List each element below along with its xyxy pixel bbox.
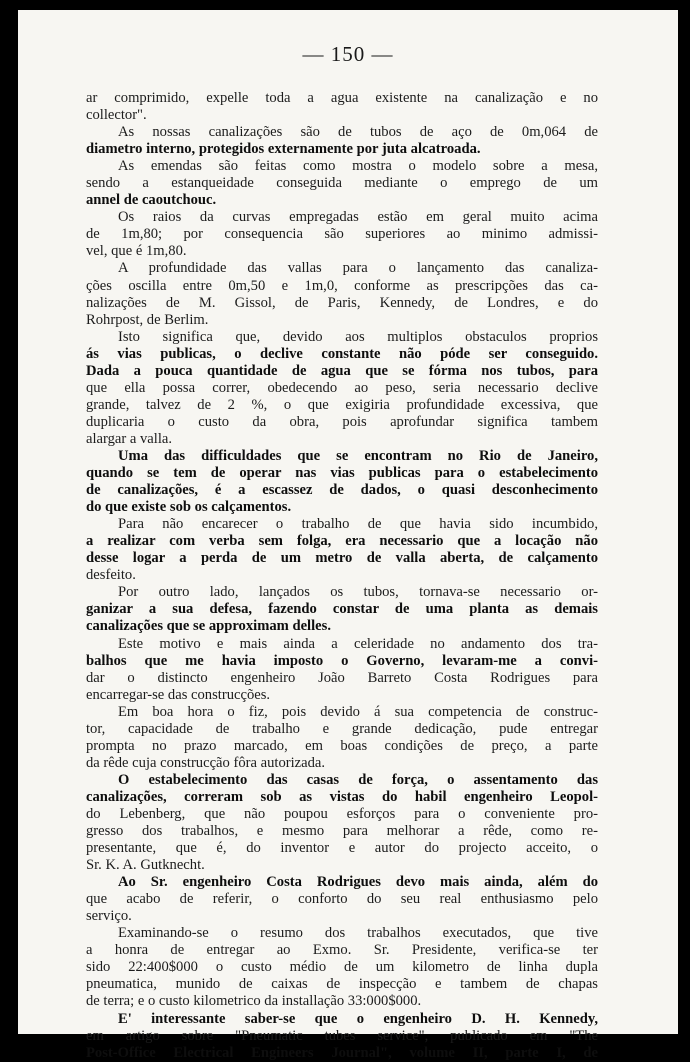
document-page [18,10,678,1061]
text-line: tor, capacidade de trabalho e grande dedicação, pude entregar [86,720,598,737]
page-number: — 150 — [302,42,394,66]
text-line: A profundidade das vallas para o lançamento das canaliza- [118,260,598,277]
text-line: sido 22:400$000 o custo médio de um kilometro de linha dupla [86,959,598,976]
text-line: Por outro lado, lançados os tubos, tornava-se necessario or- [118,584,598,601]
text-line: presentante, que é, do inventor e autor do projecto acceito, o [86,840,598,857]
text-line: encarregar-se das construcções. [86,686,271,703]
text-line: ções oscilla entre 0m,50 e 1m,0, conforme as prescripções das ca- [86,277,598,294]
text-line: ás vias publicas, o declive constante não póde ser conseguido. [86,345,598,362]
text-line: desfeito. [86,567,136,584]
text-line: duplicaria o custo da obra, pois aprofundar significa tambem [86,413,598,430]
text-line: do que existe sob os calçamentos. [86,499,292,516]
text-line: Post-Office Electrical Engineers Journal", volume II, parte I, de [86,1044,598,1061]
text-line: Dada a pouca quantidade de agua que se fórma nos tubos, para [86,362,598,379]
text-line: balhos que me havia imposto o Governo, levaram-me a convi- [86,652,598,669]
paragraph [86,448,598,516]
text-line: Sr. K. A. Gutknecht. [86,857,205,874]
text-line: gresso dos trabalhos, e mesmo para melhorar a rêde, como re- [86,823,598,840]
text-line: a honra de entregar ao Exmo. Sr. Presidente, verifica-se ter [86,942,598,959]
text-line: E' interessante saber-se que o engenheiro D. H. Kennedy, [118,1010,598,1027]
paragraph [86,209,598,260]
text-line: serviço. [86,908,132,925]
text-line: Examinando-se o resumo dos trabalhos executados, que tive [118,925,598,942]
paragraph [86,874,598,925]
text-line: de 1m,80; por consequencia são superiores ao minimo admissi- [86,226,598,243]
paragraph [86,1011,598,1062]
paragraph [86,772,598,874]
text-line: Este motivo e mais ainda a celeridade no andamento dos tra- [118,635,598,652]
text-line: grande, talvez de 2 %, o que exigiria profundidade excessiva, que [86,396,598,413]
text-line: a realizar com verba sem folga, era necessario que a locação não [86,533,598,550]
text-line: de terra; e o custo kilometrico da installação 33:000$000. [86,993,422,1010]
paragraph [86,124,598,158]
text-line: canalizações, correram sob as vistas do habil engenheiro Leopol- [86,788,598,805]
text-line: Ao Sr. engenheiro Costa Rodrigues devo mais ainda, além do [118,874,598,891]
text-line: que acabo de referir, o conforto do seu real enthusiasmo pelo [86,891,598,908]
paragraph [86,90,598,124]
text-line: prompta no prazo marcado, em boas condições de preço, a parte [86,737,598,754]
text-line: Em boa hora o fiz, pois devido á sua competencia de construc- [118,703,598,720]
text-line: pneumatica, munido de caixas de inspecção e tambem de chapas [86,976,598,993]
text-line: quando se tem de operar nas vias publicas para o estabelecimento [86,465,598,482]
text-line: em artigo sobre "Pneumatic tubes service", publicado em "The [86,1027,598,1044]
text-line: collector". [86,107,147,124]
text-line: As emendas são feitas como mostra o modelo sobre a mesa, [118,158,598,175]
text-line: do Lebenberg, que não poupou esforços para o conveniente pro- [86,805,598,822]
text-line: nalizações de M. Gissol, de Paris, Kennedy, de Londres, e do [86,294,598,311]
paragraph [86,260,598,328]
text-line: desse logar a perda de um metro de valla aberta, de calçamento [86,550,598,567]
paragraph [86,704,598,772]
body-text [86,90,598,1062]
text-line: sendo a estanqueidade conseguida mediante o emprego de um [86,175,598,192]
paragraph [86,636,598,704]
text-line: canalizações que se approximam delles. [86,618,331,635]
text-line: ganizar a sua defesa, fazendo constar de uma planta as demais [86,601,598,618]
text-line: Isto significa que, devido aos multiplos obstaculos proprios [118,328,598,345]
text-line: que ella possa correr, obedecendo ao peso, seria necessario declive [86,379,598,396]
text-line: dar o distincto engenheiro João Barreto Costa Rodrigues para [86,669,598,686]
paragraph [86,925,598,1010]
text-line: de canalizações, é a escassez de dados, o quasi desconhecimento [86,482,598,499]
text-line: Para não encarecer o trabalho de que havia sido incumbido, [118,516,598,533]
text-line: diametro interno, protegidos externamente por juta alcatroada. [86,141,481,158]
paragraph [86,158,598,209]
text-line: O estabelecimento das casas de força, o assentamento das [118,771,598,788]
text-line: Uma das difficuldades que se encontram no Rio de Janeiro, [118,447,598,464]
text-line: annel de caoutchouc. [86,192,217,209]
text-line: ar comprimido, expelle toda a agua existente na canalização e no [86,90,598,106]
paragraph [86,329,598,448]
paragraph [86,516,598,584]
text-line: vel, que é 1m,80. [86,243,187,260]
text-line: alargar a valla. [86,430,173,447]
text-line: Rohrpost, de Berlim. [86,311,209,328]
text-line: Os raios da curvas empregadas estão em geral muito acima [118,209,598,226]
text-line: da rêde cuja construcção fôra autorizada. [86,754,326,771]
text-line: As nossas canalizações são de tubos de aço de 0m,064 de [118,124,598,141]
paragraph [86,584,598,635]
